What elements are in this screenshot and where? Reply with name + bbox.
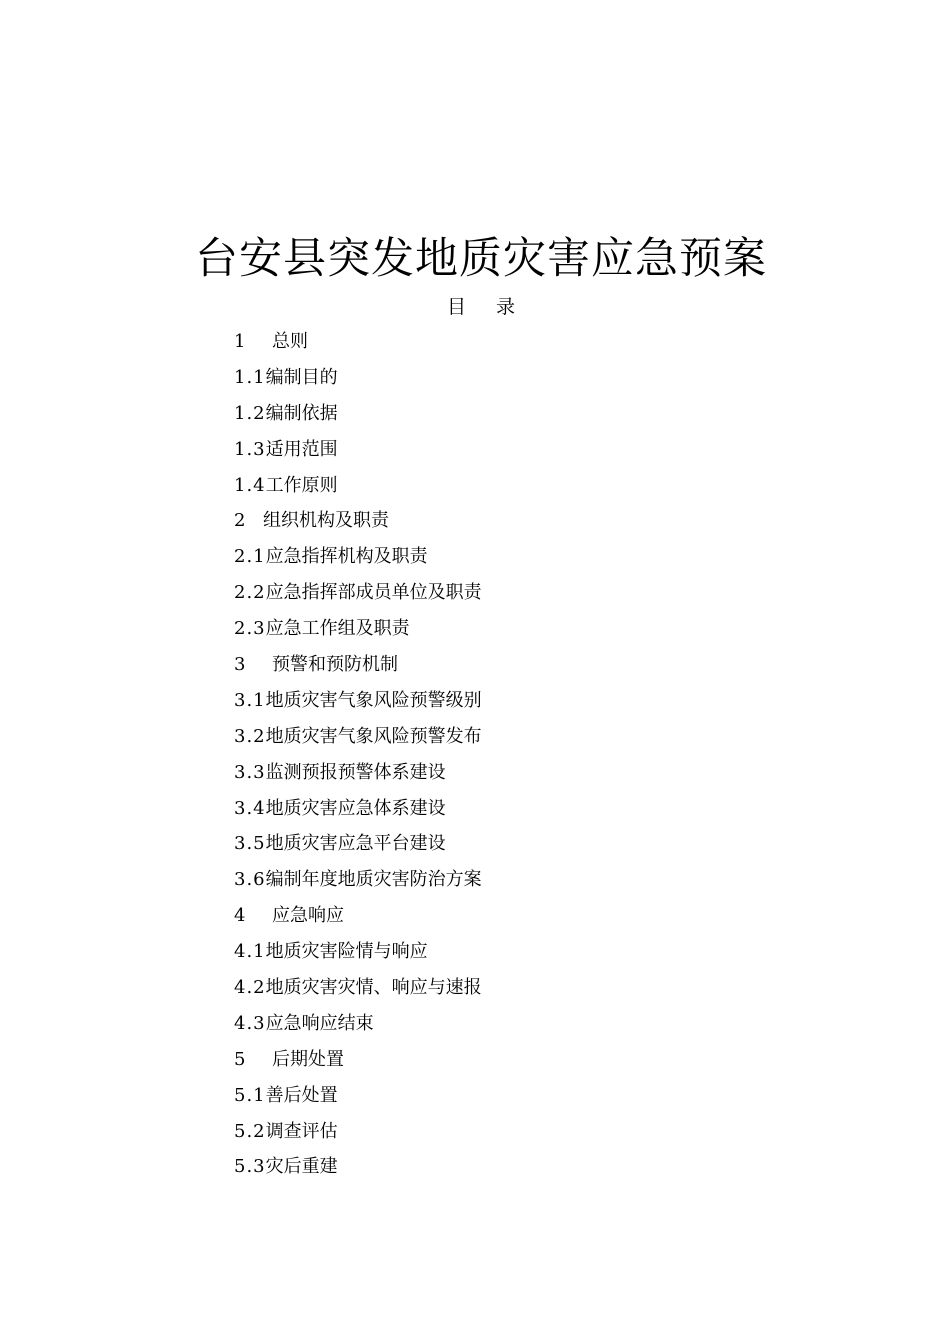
toc-entry-title: 组织机构及职责 <box>263 510 389 532</box>
toc-entry-number: 2.1 <box>234 546 266 568</box>
toc-entry-number: 1.2 <box>234 402 266 424</box>
toc-entry-title: 编制依据 <box>265 402 338 424</box>
toc-entry-title: 监测预报预警体系建设 <box>265 761 446 783</box>
toc-heading: 目 录 <box>446 296 516 318</box>
toc-entry-number: 3.2 <box>234 725 266 747</box>
toc-entry-title: 适用范围 <box>265 438 338 460</box>
toc-entry-title: 后期处置 <box>272 1048 344 1070</box>
toc-entry-number: 3.5 <box>234 833 266 855</box>
toc-entry-title: 调查评估 <box>265 1120 338 1142</box>
toc-entry-title: 地质灾害险情与响应 <box>265 941 428 963</box>
toc-section-entry <box>234 724 482 760</box>
toc-section-entry <box>234 975 482 1011</box>
toc-section-entry <box>234 760 482 796</box>
toc-entry-number: 3.6 <box>234 869 266 891</box>
toc-entry-title: 应急工作组及职责 <box>265 618 410 640</box>
toc-section-entry <box>234 616 482 652</box>
toc-entry-title: 应急指挥部成员单位及职责 <box>265 582 482 604</box>
toc-chapter-entry <box>234 903 482 939</box>
toc-entry-number: 4 <box>234 905 246 927</box>
toc-entry-title: 编制年度地质灾害防治方案 <box>265 869 482 891</box>
toc-chapter-entry <box>234 508 482 544</box>
toc-entry-number: 2.3 <box>234 618 266 640</box>
toc-entry-number: 4.3 <box>234 1012 266 1034</box>
toc-section-entry <box>234 1011 482 1047</box>
toc-entry-number: 1.3 <box>234 438 266 460</box>
toc-entry-number: 3 <box>234 654 246 676</box>
toc-entry-number: 1 <box>234 331 246 352</box>
toc-entry-number: 2 <box>234 510 246 532</box>
toc-entry-number: 4.1 <box>234 941 266 963</box>
toc-section-entry <box>234 796 482 832</box>
toc-entry-number: 1.1 <box>234 366 266 388</box>
toc-entry-number: 3.3 <box>234 761 266 783</box>
toc-entry-title: 地质灾害气象风险预警发布 <box>265 725 482 747</box>
toc-entry-number: 5 <box>234 1048 246 1070</box>
toc-entry-title: 地质灾害气象风险预警级别 <box>265 689 482 711</box>
toc-section-entry <box>234 473 482 509</box>
toc-entry-title: 地质灾害应急平台建设 <box>265 833 446 855</box>
toc-entry-title: 应急指挥机构及职责 <box>265 546 428 568</box>
toc-section-entry <box>234 1083 482 1119</box>
toc-section-entry <box>234 580 482 616</box>
toc-entry-title: 预警和预防机制 <box>272 654 398 676</box>
toc-entry-title: 总则 <box>272 331 308 352</box>
toc-chapter-entry <box>234 652 482 688</box>
toc-section-entry <box>234 939 482 975</box>
toc-section-entry <box>234 867 482 903</box>
toc-chapter-entry <box>234 329 482 365</box>
toc-entry-number: 4.2 <box>234 977 266 999</box>
toc-section-entry <box>234 688 482 724</box>
toc-entry-number: 5.1 <box>234 1084 266 1106</box>
toc-entry-title: 地质灾害灾情、响应与速报 <box>265 977 482 999</box>
toc-entry-title: 编制目的 <box>265 366 338 388</box>
toc-chapter-entry <box>234 1047 482 1083</box>
toc-entry-number: 2.2 <box>234 582 266 604</box>
document-title: 台安县突发地质灾害应急预案 <box>195 234 767 284</box>
toc-section-entry <box>234 401 482 437</box>
toc-entry-number: 5.2 <box>234 1120 266 1142</box>
toc-entry-number: 3.4 <box>234 797 266 819</box>
toc-section-entry <box>234 437 482 473</box>
toc-section-entry <box>234 544 482 580</box>
toc-entry-number: 1.4 <box>234 474 266 496</box>
toc-entry-number: 5.3 <box>234 1156 266 1178</box>
toc-section-entry <box>234 1154 482 1190</box>
toc-entry-title: 应急响应 <box>272 905 344 927</box>
toc-entry-title: 应急响应结束 <box>265 1012 374 1034</box>
toc-entry-title: 工作原则 <box>265 474 338 496</box>
table-of-contents <box>234 329 482 1190</box>
toc-section-entry <box>234 365 482 401</box>
toc-section-entry <box>234 831 482 867</box>
toc-entry-title: 灾后重建 <box>265 1156 338 1178</box>
toc-entry-title: 善后处置 <box>265 1084 338 1106</box>
toc-section-entry <box>234 1119 482 1155</box>
toc-entry-title: 地质灾害应急体系建设 <box>265 797 446 819</box>
toc-entry-number: 3.1 <box>234 689 266 711</box>
